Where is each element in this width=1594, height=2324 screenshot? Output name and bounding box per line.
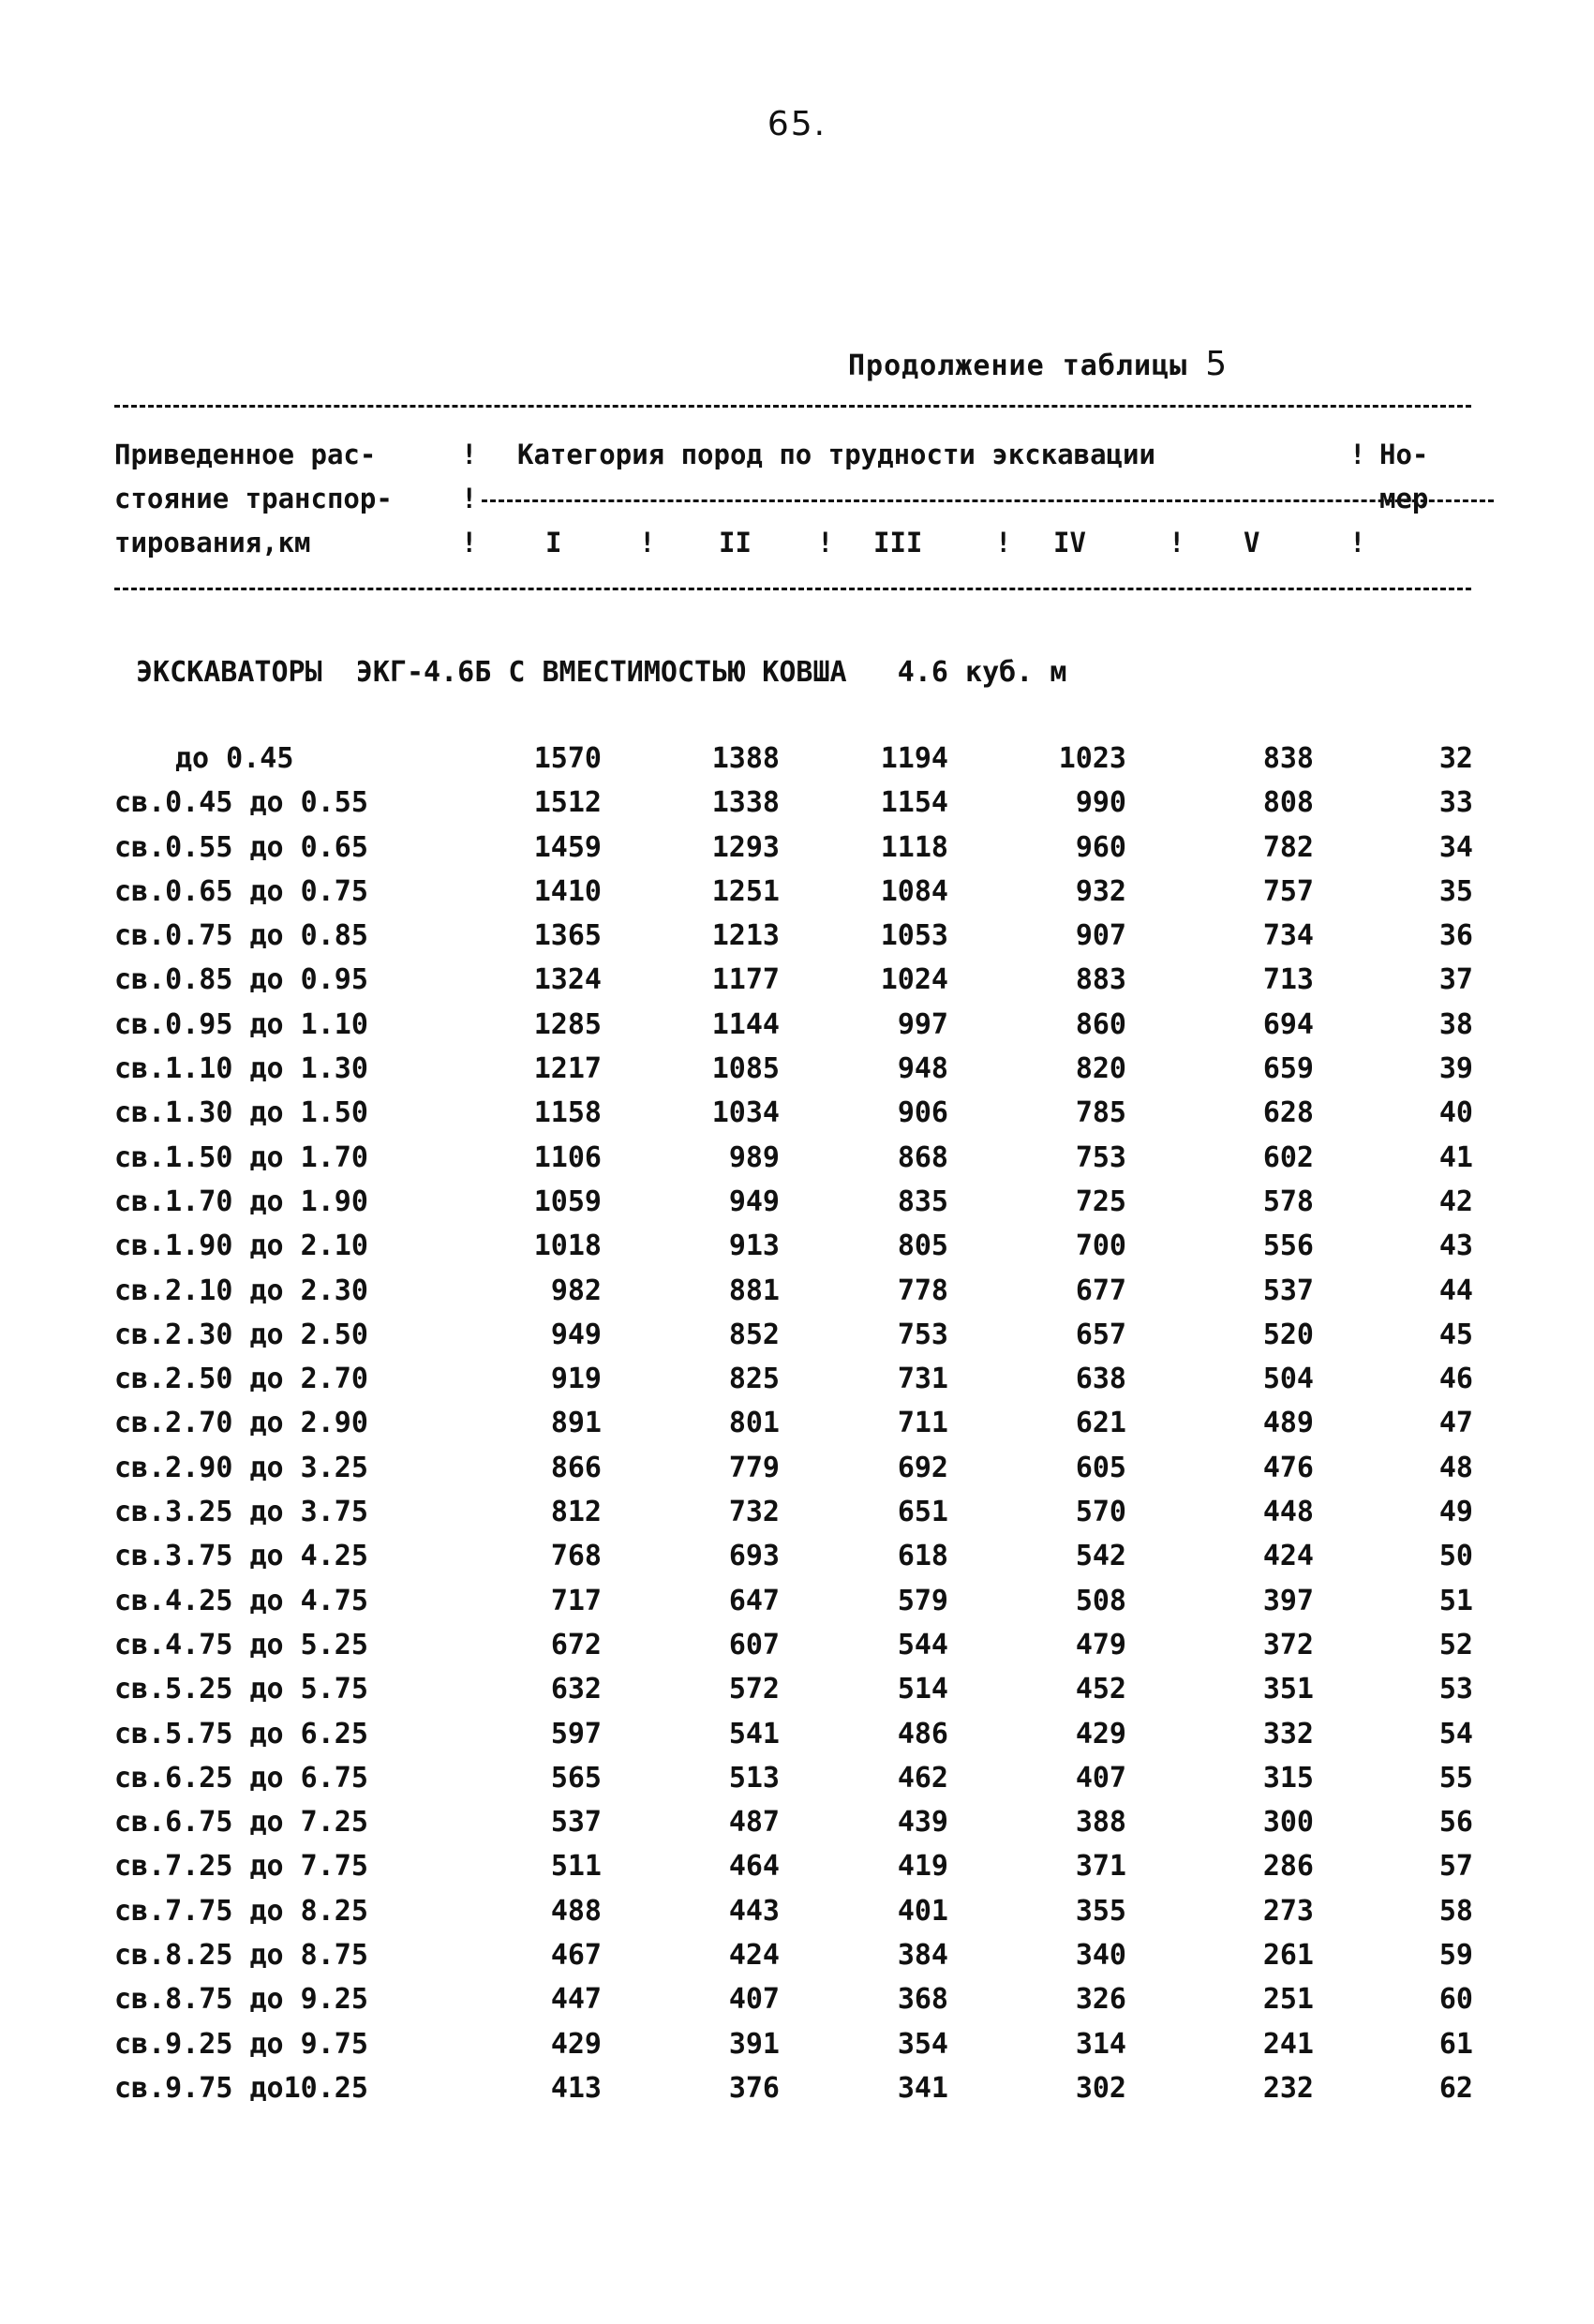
- category-value-cell: 731: [897, 1363, 948, 1396]
- category-value-cell: 1034: [711, 1096, 780, 1130]
- table-row: [114, 1008, 1471, 1052]
- row-number-cell: 52: [1438, 1628, 1473, 1661]
- row-number-cell: 42: [1438, 1184, 1473, 1218]
- distance-cell: св.4.25 до 4.75: [114, 1584, 368, 1617]
- category-value-cell: 487: [728, 1806, 780, 1840]
- header-separator: !: [995, 527, 1012, 559]
- category-value-cell: 618: [897, 1540, 948, 1573]
- category-value-cell: 439: [897, 1806, 948, 1840]
- category-value-cell: 300: [1262, 1806, 1314, 1840]
- table-row: [114, 1274, 1471, 1318]
- table-row: [114, 1806, 1471, 1850]
- distance-cell: св.6.25 до 6.75: [114, 1761, 368, 1795]
- category-value-cell: 659: [1262, 1052, 1314, 1086]
- category-value-cell: 597: [550, 1717, 602, 1750]
- category-value-cell: 1177: [711, 963, 780, 997]
- category-value-cell: 913: [728, 1229, 780, 1263]
- category-value-cell: 725: [1075, 1184, 1126, 1218]
- row-number-cell: 38: [1438, 1007, 1473, 1041]
- table-row: [114, 786, 1471, 830]
- section-title: ЭКСКАВАТОРЫ ЭКГ-4.6Б С ВМЕСТИМОСТЬЮ КОВША 4.6 куб. м: [136, 656, 1067, 689]
- header-category-2: II: [719, 527, 752, 559]
- table-row: [114, 1229, 1471, 1274]
- table-row: [114, 919, 1471, 963]
- category-value-cell: 251: [1262, 1983, 1314, 2017]
- header-separator: !: [639, 527, 656, 559]
- category-value-cell: 757: [1262, 874, 1314, 908]
- distance-cell: св.2.70 до 2.90: [114, 1407, 368, 1440]
- header-separator: !: [1349, 439, 1366, 470]
- category-value-cell: 570: [1075, 1496, 1126, 1529]
- category-value-cell: 607: [728, 1628, 780, 1661]
- category-value-cell: 1023: [1058, 742, 1126, 775]
- category-value-cell: 732: [728, 1496, 780, 1529]
- category-value-cell: 1158: [533, 1096, 602, 1130]
- row-number-cell: 44: [1438, 1274, 1473, 1307]
- category-value-cell: 462: [897, 1761, 948, 1795]
- category-value-cell: 883: [1075, 963, 1126, 997]
- category-value-cell: 1293: [711, 830, 780, 864]
- category-value-cell: 384: [897, 1939, 948, 1973]
- category-value-cell: 1154: [880, 786, 948, 820]
- category-value-cell: 628: [1262, 1096, 1314, 1130]
- category-value-cell: 1024: [880, 963, 948, 997]
- table-number: 5: [1205, 345, 1229, 383]
- row-number-cell: 51: [1438, 1584, 1473, 1617]
- distance-cell: св.8.25 до 8.75: [114, 1939, 368, 1973]
- category-value-cell: 835: [897, 1184, 948, 1218]
- row-number-cell: 36: [1438, 919, 1473, 953]
- row-number-cell: 37: [1438, 963, 1473, 997]
- distance-cell: св.6.75 до 7.25: [114, 1806, 368, 1840]
- header-separator: !: [461, 527, 478, 559]
- category-value-cell: 424: [728, 1939, 780, 1973]
- row-number-cell: 39: [1438, 1052, 1473, 1086]
- category-value-cell: 1194: [880, 742, 948, 775]
- category-value-cell: 1512: [533, 786, 602, 820]
- header-number-line2: мер: [1379, 483, 1429, 514]
- header-separator: !: [817, 527, 834, 559]
- category-value-cell: 341: [897, 2071, 948, 2105]
- category-value-cell: 241: [1262, 2027, 1314, 2061]
- header-category-3: III: [873, 527, 923, 559]
- category-value-cell: 556: [1262, 1229, 1314, 1263]
- table-row: [114, 1185, 1471, 1229]
- category-value-cell: 779: [728, 1451, 780, 1484]
- table-header: [114, 429, 1473, 570]
- category-value-cell: 1217: [533, 1052, 602, 1086]
- row-number-cell: 55: [1438, 1761, 1473, 1795]
- row-number-cell: 61: [1438, 2027, 1473, 2061]
- category-value-cell: 371: [1075, 1850, 1126, 1884]
- header-category-5: V: [1244, 527, 1260, 559]
- category-value-cell: 511: [550, 1850, 602, 1884]
- distance-cell: св.1.50 до 1.70: [114, 1140, 368, 1174]
- category-value-cell: 906: [897, 1096, 948, 1130]
- category-value-cell: 638: [1075, 1363, 1126, 1396]
- category-value-cell: 808: [1262, 786, 1314, 820]
- distance-cell: св.1.10 до 1.30: [114, 1052, 368, 1086]
- header-bottom-divider: [114, 588, 1471, 590]
- category-value-cell: 419: [897, 1850, 948, 1884]
- row-number-cell: 45: [1438, 1318, 1473, 1351]
- category-value-cell: 1085: [711, 1052, 780, 1086]
- category-value-cell: 1106: [533, 1140, 602, 1174]
- category-value-cell: 315: [1262, 1761, 1314, 1795]
- category-value-cell: 486: [897, 1717, 948, 1750]
- table-continuation-label: [848, 345, 1228, 383]
- distance-cell: св.5.75 до 6.25: [114, 1717, 368, 1750]
- row-number-cell: 40: [1438, 1096, 1473, 1130]
- category-value-cell: 785: [1075, 1096, 1126, 1130]
- category-value-cell: 1118: [880, 830, 948, 864]
- page-number: 65.: [767, 105, 827, 143]
- category-value-cell: 504: [1262, 1363, 1314, 1396]
- header-number-line1: Но-: [1379, 439, 1429, 470]
- row-number-cell: 34: [1438, 830, 1473, 864]
- distance-cell: св.9.25 до 9.75: [114, 2027, 368, 2061]
- header-separator: !: [461, 439, 478, 470]
- distance-cell: св.0.55 до 0.65: [114, 830, 368, 864]
- row-number-cell: 47: [1438, 1407, 1473, 1440]
- table-row: [114, 1718, 1471, 1762]
- category-value-cell: 982: [550, 1274, 602, 1307]
- distance-cell: св.2.50 до 2.70: [114, 1363, 368, 1396]
- table-row: [114, 963, 1471, 1007]
- category-value-cell: 932: [1075, 874, 1126, 908]
- category-value-cell: 713: [1262, 963, 1314, 997]
- category-value-cell: 489: [1262, 1407, 1314, 1440]
- row-number-cell: 41: [1438, 1140, 1473, 1174]
- row-number-cell: 50: [1438, 1540, 1473, 1573]
- table-row: [114, 1052, 1471, 1096]
- distance-cell: св.2.90 до 3.25: [114, 1451, 368, 1484]
- category-value-cell: 753: [1075, 1140, 1126, 1174]
- category-value-cell: 467: [550, 1939, 602, 1973]
- category-value-cell: 1388: [711, 742, 780, 775]
- category-value-cell: 578: [1262, 1184, 1314, 1218]
- category-value-cell: 326: [1075, 1983, 1126, 2017]
- category-value-cell: 488: [550, 1894, 602, 1928]
- category-value-cell: 314: [1075, 2027, 1126, 2061]
- distance-cell: св.1.90 до 2.10: [114, 1229, 368, 1263]
- category-value-cell: 694: [1262, 1007, 1314, 1041]
- table-row: [114, 1096, 1471, 1140]
- distance-cell: св.4.75 до 5.25: [114, 1628, 368, 1661]
- category-value-cell: 997: [897, 1007, 948, 1041]
- category-value-cell: 868: [897, 1140, 948, 1174]
- category-value-cell: 397: [1262, 1584, 1314, 1617]
- row-number-cell: 48: [1438, 1451, 1473, 1484]
- category-value-cell: 1144: [711, 1007, 780, 1041]
- row-number-cell: 32: [1438, 742, 1473, 775]
- category-value-cell: 572: [728, 1673, 780, 1706]
- distance-cell: св.7.75 до 8.25: [114, 1894, 368, 1928]
- distance-cell: св.8.75 до 9.25: [114, 1983, 368, 2017]
- header-separator: !: [461, 483, 478, 514]
- row-number-cell: 49: [1438, 1496, 1473, 1529]
- category-value-cell: 413: [550, 2071, 602, 2105]
- category-value-cell: 605: [1075, 1451, 1126, 1484]
- table-row: [114, 1585, 1471, 1629]
- row-number-cell: 43: [1438, 1229, 1473, 1263]
- category-value-cell: 388: [1075, 1806, 1126, 1840]
- category-value-cell: 443: [728, 1894, 780, 1928]
- category-value-cell: 692: [897, 1451, 948, 1484]
- row-number-cell: 62: [1438, 2071, 1473, 2105]
- table-row: [114, 1673, 1471, 1717]
- distance-cell: св.2.10 до 2.30: [114, 1274, 368, 1307]
- table-row: [114, 2072, 1471, 2116]
- distance-cell: св.9.75 до10.25: [114, 2071, 368, 2105]
- category-value-cell: 565: [550, 1761, 602, 1795]
- header-category-1: I: [545, 527, 562, 559]
- category-value-cell: 989: [728, 1140, 780, 1174]
- category-value-cell: 514: [897, 1673, 948, 1706]
- category-value-cell: 1365: [533, 919, 602, 953]
- header-distance-line1: Приведенное рас-: [114, 439, 377, 470]
- category-value-cell: 479: [1075, 1628, 1126, 1661]
- category-value-cell: 919: [550, 1363, 602, 1396]
- category-value-cell: 302: [1075, 2071, 1126, 2105]
- header-top-divider: [114, 405, 1471, 408]
- category-value-cell: 429: [550, 2027, 602, 2061]
- category-value-cell: 355: [1075, 1894, 1126, 1928]
- category-value-cell: 860: [1075, 1007, 1126, 1041]
- table-row: [114, 1895, 1471, 1939]
- distance-cell: св.2.30 до 2.50: [114, 1318, 368, 1351]
- category-value-cell: 391: [728, 2027, 780, 2061]
- table-row: [114, 1407, 1471, 1451]
- row-number-cell: 60: [1438, 1983, 1473, 2017]
- table-row: [114, 1629, 1471, 1673]
- category-value-cell: 351: [1262, 1673, 1314, 1706]
- category-value-cell: 753: [897, 1318, 948, 1351]
- category-value-cell: 838: [1262, 742, 1314, 775]
- category-value-cell: 542: [1075, 1540, 1126, 1573]
- category-value-cell: 891: [550, 1407, 602, 1440]
- category-value-cell: 1459: [533, 830, 602, 864]
- table-row: [114, 1141, 1471, 1185]
- category-value-cell: 1053: [880, 919, 948, 953]
- category-value-cell: 949: [550, 1318, 602, 1351]
- header-separator: !: [1169, 527, 1185, 559]
- header-category-4: IV: [1053, 527, 1086, 559]
- table-row: [114, 742, 1471, 786]
- table-row: [114, 831, 1471, 875]
- category-value-cell: 368: [897, 1983, 948, 2017]
- category-value-cell: 949: [728, 1184, 780, 1218]
- row-number-cell: 46: [1438, 1363, 1473, 1396]
- distance-cell: св.7.25 до 7.75: [114, 1850, 368, 1884]
- category-value-cell: 881: [728, 1274, 780, 1307]
- table-row: [114, 875, 1471, 919]
- category-value-cell: 700: [1075, 1229, 1126, 1263]
- category-value-cell: 960: [1075, 830, 1126, 864]
- category-value-cell: 693: [728, 1540, 780, 1573]
- table-row: [114, 1540, 1471, 1584]
- distance-cell: св.3.25 до 3.75: [114, 1496, 368, 1529]
- row-number-cell: 53: [1438, 1673, 1473, 1706]
- category-value-cell: 1059: [533, 1184, 602, 1218]
- table-row: [114, 1318, 1471, 1363]
- table-row: [114, 1850, 1471, 1894]
- category-value-cell: 907: [1075, 919, 1126, 953]
- category-value-cell: 464: [728, 1850, 780, 1884]
- distance-cell: св.1.30 до 1.50: [114, 1096, 368, 1130]
- distance-cell: св.5.25 до 5.75: [114, 1673, 368, 1706]
- table-row: [114, 1762, 1471, 1806]
- category-value-cell: 647: [728, 1584, 780, 1617]
- category-value-cell: 372: [1262, 1628, 1314, 1661]
- header-separator: !: [1349, 527, 1366, 559]
- category-value-cell: 520: [1262, 1318, 1314, 1351]
- row-number-cell: 56: [1438, 1806, 1473, 1840]
- category-value-cell: 447: [550, 1983, 602, 2017]
- category-value-cell: 621: [1075, 1407, 1126, 1440]
- category-value-cell: 677: [1075, 1274, 1126, 1307]
- category-value-cell: 1285: [533, 1007, 602, 1041]
- category-value-cell: 1410: [533, 874, 602, 908]
- category-value-cell: 657: [1075, 1318, 1126, 1351]
- category-value-cell: 537: [550, 1806, 602, 1840]
- category-value-cell: 424: [1262, 1540, 1314, 1573]
- continuation-text: Продолжение таблицы: [848, 350, 1188, 382]
- distance-cell: св.1.70 до 1.90: [114, 1184, 368, 1218]
- category-value-cell: 407: [728, 1983, 780, 2017]
- header-category-divider: [482, 499, 1494, 502]
- category-value-cell: 734: [1262, 919, 1314, 953]
- distance-cell: св.0.65 до 0.75: [114, 874, 368, 908]
- distance-cell: св.0.45 до 0.55: [114, 786, 368, 820]
- row-number-cell: 57: [1438, 1850, 1473, 1884]
- distance-cell: св.0.85 до 0.95: [114, 963, 368, 997]
- table-row: [114, 1939, 1471, 1983]
- category-value-cell: 508: [1075, 1584, 1126, 1617]
- category-value-cell: 672: [550, 1628, 602, 1661]
- category-value-cell: 1570: [533, 742, 602, 775]
- row-number-cell: 59: [1438, 1939, 1473, 1973]
- category-value-cell: 717: [550, 1584, 602, 1617]
- category-value-cell: 401: [897, 1894, 948, 1928]
- category-value-cell: 273: [1262, 1894, 1314, 1928]
- category-value-cell: 825: [728, 1363, 780, 1396]
- category-value-cell: 768: [550, 1540, 602, 1573]
- category-value-cell: 990: [1075, 786, 1126, 820]
- table-row: [114, 2028, 1471, 2072]
- category-value-cell: 651: [897, 1496, 948, 1529]
- category-value-cell: 544: [897, 1628, 948, 1661]
- table-row: [114, 1496, 1471, 1540]
- category-value-cell: 429: [1075, 1717, 1126, 1750]
- row-number-cell: 33: [1438, 786, 1473, 820]
- category-value-cell: 1018: [533, 1229, 602, 1263]
- category-value-cell: 812: [550, 1496, 602, 1529]
- category-value-cell: 286: [1262, 1850, 1314, 1884]
- category-value-cell: 1213: [711, 919, 780, 953]
- distance-cell: св.0.75 до 0.85: [114, 919, 368, 953]
- header-distance-line3: тирования,км: [114, 527, 311, 559]
- category-value-cell: 537: [1262, 1274, 1314, 1307]
- category-value-cell: 711: [897, 1407, 948, 1440]
- row-number-cell: 58: [1438, 1894, 1473, 1928]
- category-value-cell: 1324: [533, 963, 602, 997]
- category-value-cell: 340: [1075, 1939, 1126, 1973]
- category-value-cell: 782: [1262, 830, 1314, 864]
- row-number-cell: 35: [1438, 874, 1473, 908]
- category-value-cell: 541: [728, 1717, 780, 1750]
- category-value-cell: 948: [897, 1052, 948, 1086]
- category-value-cell: 632: [550, 1673, 602, 1706]
- category-value-cell: 805: [897, 1229, 948, 1263]
- distance-cell: до 0.45: [175, 742, 294, 775]
- category-value-cell: 602: [1262, 1140, 1314, 1174]
- category-value-cell: 852: [728, 1318, 780, 1351]
- category-value-cell: 513: [728, 1761, 780, 1795]
- category-value-cell: 448: [1262, 1496, 1314, 1529]
- table-row: [114, 1363, 1471, 1407]
- header-category-title: Категория пород по трудности экскавации: [517, 439, 1155, 470]
- category-value-cell: 476: [1262, 1451, 1314, 1484]
- category-value-cell: 1251: [711, 874, 780, 908]
- category-value-cell: 778: [897, 1274, 948, 1307]
- category-value-cell: 376: [728, 2071, 780, 2105]
- category-value-cell: 1338: [711, 786, 780, 820]
- category-value-cell: 452: [1075, 1673, 1126, 1706]
- category-value-cell: 332: [1262, 1717, 1314, 1750]
- category-value-cell: 354: [897, 2027, 948, 2061]
- category-value-cell: 407: [1075, 1761, 1126, 1795]
- data-table: [114, 742, 1471, 2116]
- row-number-cell: 54: [1438, 1717, 1473, 1750]
- header-distance-line2: стояние транспор-: [114, 483, 393, 514]
- category-value-cell: 820: [1075, 1052, 1126, 1086]
- table-row: [114, 1983, 1471, 2027]
- category-value-cell: 579: [897, 1584, 948, 1617]
- distance-cell: св.0.95 до 1.10: [114, 1007, 368, 1041]
- category-value-cell: 232: [1262, 2071, 1314, 2105]
- category-value-cell: 261: [1262, 1939, 1314, 1973]
- category-value-cell: 1084: [880, 874, 948, 908]
- distance-cell: св.3.75 до 4.25: [114, 1540, 368, 1573]
- category-value-cell: 866: [550, 1451, 602, 1484]
- table-row: [114, 1452, 1471, 1496]
- category-value-cell: 801: [728, 1407, 780, 1440]
